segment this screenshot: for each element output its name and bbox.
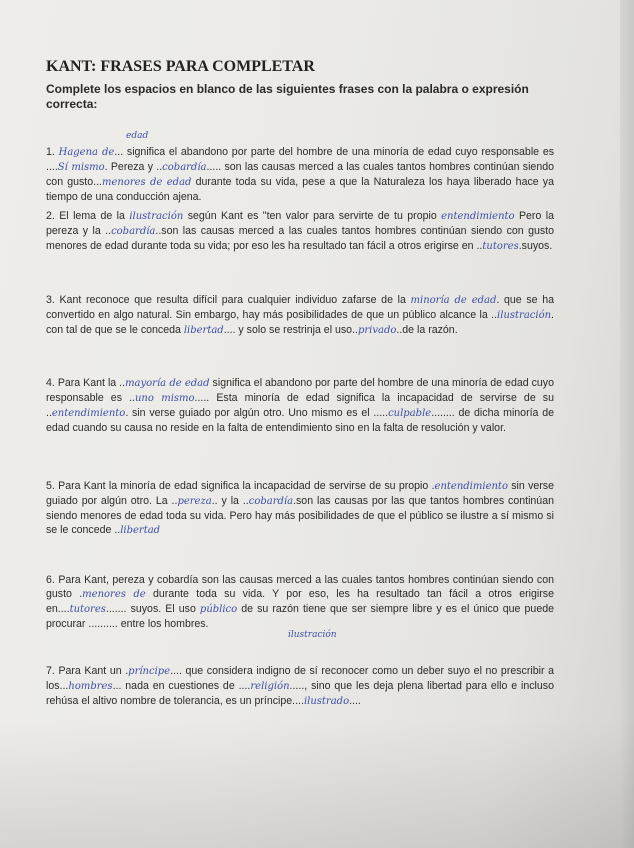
- handwritten-answer: público: [199, 604, 238, 615]
- printed-text: 1.: [46, 146, 59, 158]
- exercise-item-1: [46, 145, 554, 204]
- exercise-item-3: [46, 293, 554, 338]
- handwritten-answer: tutores: [482, 241, 519, 252]
- handwritten-answer: menores de edad: [101, 177, 192, 188]
- handwritten-answer: religión: [250, 681, 290, 692]
- printed-text: 7. Para Kant un .: [46, 665, 129, 677]
- handwritten-answer: uno mismo: [134, 393, 195, 404]
- printed-text: ........ de dicha minoría de edad cuando su causa no reside en la falta de entendimiento sino en la falta de resolución y valor.: [46, 407, 554, 434]
- printed-text: ..de la razón.: [396, 324, 458, 336]
- printed-text: según Kant es "ten valor para servirte de tu propio: [183, 210, 442, 222]
- printed-text: ....., sino que les deja plena libertad para ello e incluso rehúsa el altivo nombre de tolerancia, es un príncipe....: [46, 680, 554, 707]
- printed-text: durante toda su vida, pese a que la Naturaleza los haya liberado hace ya tiempo de una conducción ajena.: [46, 176, 554, 203]
- handwritten-answer: ilustración: [129, 211, 184, 222]
- exercise-item-4: [46, 376, 554, 435]
- printed-text: ....... suyos. El uso: [105, 603, 200, 615]
- printed-text: . Pereza y ..: [104, 161, 163, 173]
- printed-text: ... significa el abandono por parte del hombre de una minoría de edad cuyo responsable es ....: [46, 146, 555, 173]
- printed-text: . sin verse guiado por algún otro. Uno mismo es el .....: [125, 407, 389, 419]
- exercise-item-6: [46, 573, 554, 631]
- printed-text: .son las causas por las que tantos hombres continúan siendo menores de edad toda su vida. Pero hay más posibilidades de que el público se ilustre a sí mismo si se le concede ..: [46, 495, 554, 536]
- printed-text: significa el abandono por parte del hombre de una minoría de edad cuyo responsable es ..: [46, 377, 554, 404]
- handwritten-answer: privado: [357, 325, 397, 336]
- annotation-above-1: edad: [126, 131, 149, 141]
- page-shadow: [0, 718, 634, 848]
- annotation-below-6: ilustración: [288, 630, 337, 640]
- printed-text: 6. Para Kant, pereza y cobardía son las causas merced a las cuales tantos hombres continúan siendo con gusto .: [46, 574, 554, 600]
- printed-text: .. y la ..: [211, 495, 249, 507]
- printed-text: 4. Para Kant la ..: [46, 377, 126, 389]
- exercise-item-5: [46, 479, 554, 538]
- printed-text: .... y solo se restrinja el uso..: [223, 324, 358, 336]
- printed-text: sin verse guiado por algún otro. La ..: [46, 480, 554, 507]
- printed-text: . con tal de que se le conceda: [46, 309, 554, 336]
- printed-text: 3. Kant reconoce que resulta difícil para cualquier individuo zafarse de la: [46, 294, 411, 306]
- handwritten-answer: minoría de edad: [410, 295, 497, 306]
- printed-text: durante toda su vida. Y por eso, les ha resultado tan fácil a otros erigirse en....: [46, 588, 554, 615]
- printed-text: ..... Esta minoría de edad significa la incapacidad de servirse de su ..: [46, 392, 554, 419]
- printed-text: 2. El lema de la: [46, 210, 130, 222]
- handwritten-answer: príncipe: [128, 666, 171, 677]
- handwritten-answer: tutores: [69, 604, 106, 615]
- handwritten-answer: menores de: [82, 589, 146, 600]
- printed-text: ..son las causas merced a las cuales tantos hombres continúan siendo con gusto menores de edad durante toda su vida; por eso les ha resultado tan fácil a otros erigirse en ..: [46, 225, 554, 252]
- instructions: Complete los espacios en blanco de las siguientes frases con la palabra o expresión correcta:: [46, 82, 529, 111]
- exercise-item-2: [46, 209, 554, 254]
- printed-text: ....: [349, 695, 361, 707]
- page-edge: [620, 0, 634, 848]
- handwritten-answer: libertad: [183, 325, 224, 336]
- printed-text: ... nada en cuestiones de ....: [112, 680, 251, 692]
- printed-text: ..... son las causas merced a las cuales tantos hombres continúan siendo con gusto...: [46, 161, 554, 188]
- printed-text: .suyos.: [518, 240, 553, 252]
- handwritten-answer: entendimiento: [441, 211, 515, 222]
- handwritten-answer: entendimiento: [434, 481, 508, 492]
- handwritten-answer: culpable: [388, 408, 432, 419]
- handwritten-answer: cobardía: [248, 496, 294, 507]
- handwritten-answer: mayoría de edad: [125, 378, 210, 389]
- handwritten-answer: cobardía: [162, 162, 207, 173]
- page-title: KANT: FRASES PARA COMPLETAR: [46, 58, 315, 75]
- exercise-item-7: [46, 664, 554, 709]
- handwritten-answer: ilustración: [497, 310, 552, 321]
- printed-text: .... que considera indigno de sí reconocer como un deber suyo el no prescribir a los...: [46, 665, 554, 692]
- handwritten-answer: hombres: [68, 681, 113, 692]
- printed-text: de su razón tiene que ser siempre libre y es el único que puede procurar .......... entre los hombres.: [46, 603, 554, 630]
- handwritten-answer: libertad: [120, 525, 161, 536]
- handwritten-answer: Hagena de: [58, 147, 115, 158]
- printed-text: Pero la pereza y la ..: [46, 210, 555, 237]
- handwritten-answer: ilustrado: [303, 696, 350, 707]
- printed-text: . que se ha convertido en algo natural. Sin embargo, hay más posibilidades de que un público alcance la ..: [46, 294, 554, 321]
- printed-text: 5. Para Kant la minoría de edad significa la incapacidad de servirse de su propio .: [46, 480, 435, 492]
- handwritten-answer: pereza: [177, 496, 212, 507]
- handwritten-answer: entendimiento: [51, 408, 126, 419]
- handwritten-answer: cobardía: [111, 226, 156, 237]
- handwritten-answer: Sí mismo: [57, 162, 105, 173]
